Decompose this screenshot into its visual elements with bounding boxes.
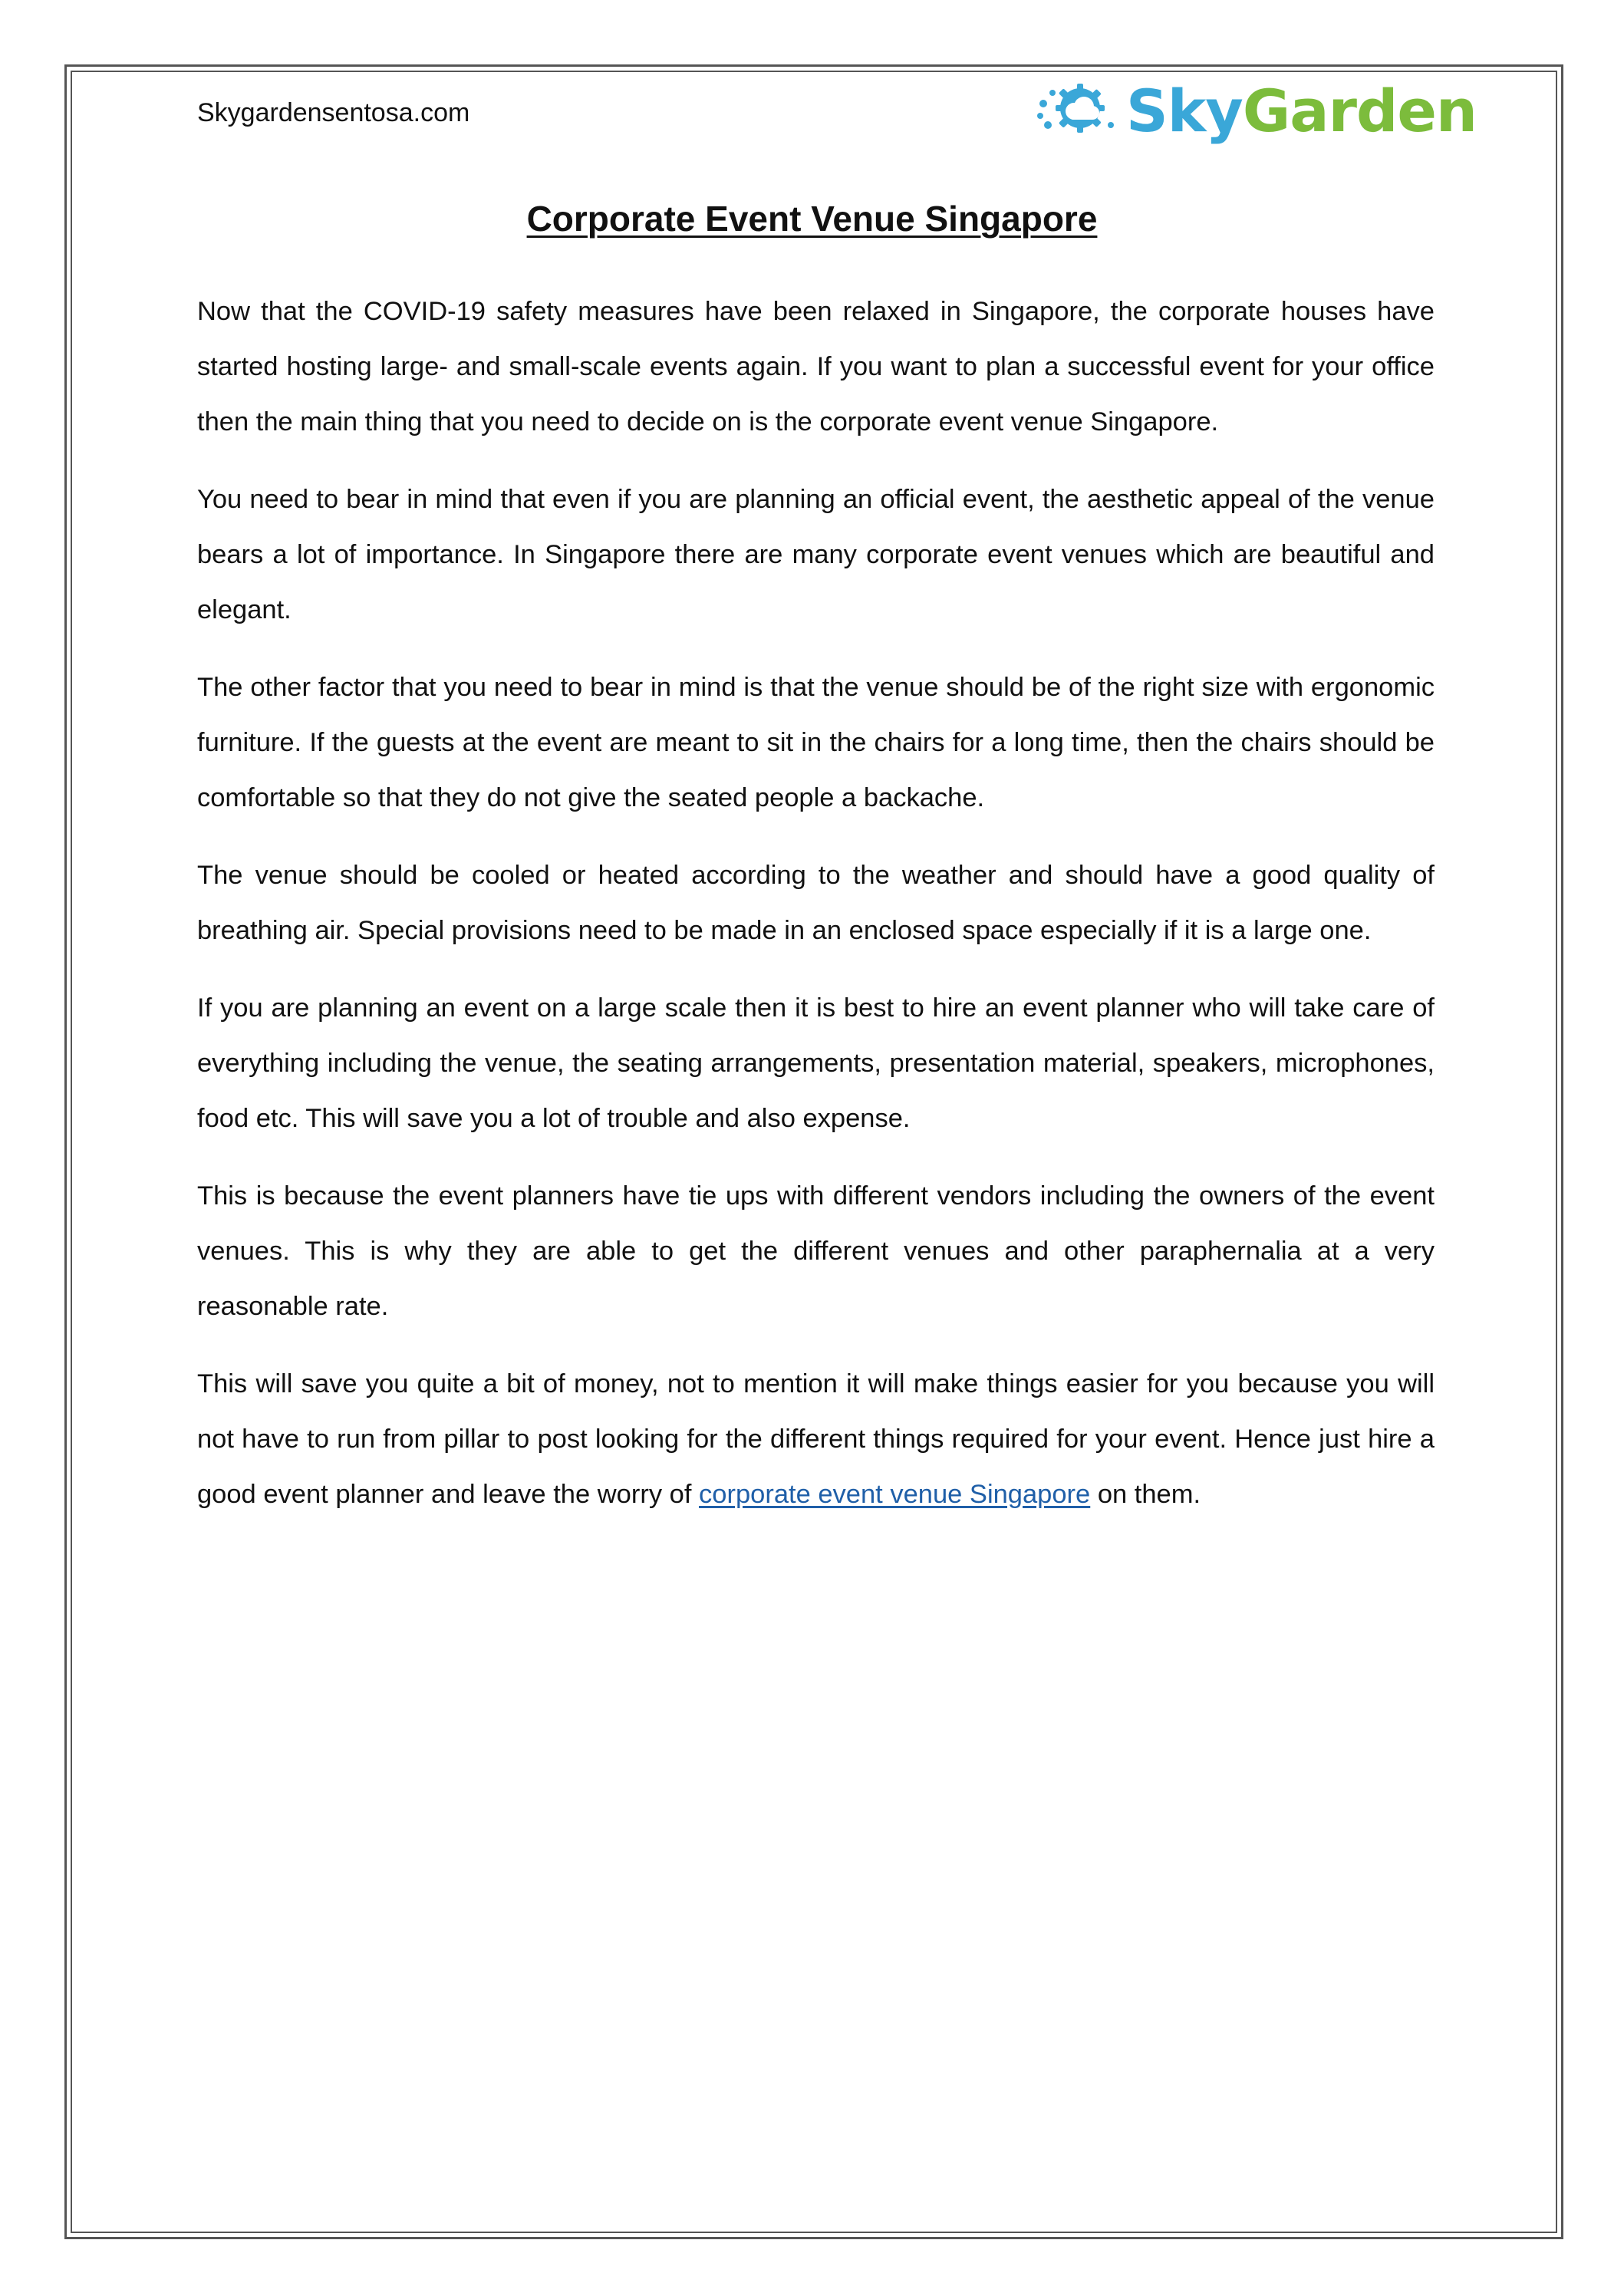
logo-text [1126,77,1477,145]
skygarden-logo [1036,77,1477,146]
site-url: Skygardensentosa.com [197,98,470,127]
paragraph-5: If you are planning an event on a large scale then it is best to hire an event planner who will take care of everything including the venue, the seating arrangements, presentation material, speakers, microphones, food etc. This will save you a lot of trouble and also expense. [197,993,1435,1133]
paragraph-6: This is because the event planners have tie ups with different vendors including the owners of the event venues. This is why they are able to get the different venues and other paraphernalia at a very reasonable rate. [197,1181,1435,1321]
paragraph-7 [197,1356,1435,1522]
paragraph-3: The other factor that you need to bear in mind is that the venue should be of the right size with ergonomic furniture. If the guests at the event are meant to sit in the chairs for a long time, then the chairs should be comfortable so that they do not give the seated people a backache. [197,673,1435,812]
paragraph-7-text-after-link: on them. [1090,1480,1201,1509]
paragraph-2: You need to bear in mind that even if you are planning an official event, the aesthetic appeal of the venue bears a lot of importance. In Singapore there are many corporate event venues which are beautiful and elegant. [197,485,1435,624]
document-title: Corporate Event Venue Singapore [526,199,1098,239]
cloud-gear-icon [1036,81,1120,142]
corporate-event-venue-link[interactable]: corporate event venue Singapore [699,1480,1091,1509]
paragraph-4: The venue should be cooled or heated according to the weather and should have a good quality of breathing air. Special provisions need to be made in an enclosed space especially if it is a large one. [197,861,1435,945]
paragraph-7-text-before-link: This will save you quite a bit of money, not to mention it will make things easier for you because you will not have to run from pillar to post looking for the different things required for your event. Hence just hire a good event planner and leave the worry of [197,1369,1435,1509]
document-body [197,284,1435,1544]
logo-text-garden: Garden [1242,77,1477,145]
paragraph-1: Now that the COVID-19 safety measures have been relaxed in Singapore, the corporate houses have started hosting large- and small-scale events again. If you want to plan a successful event for your office then the main thing that you need to decide on is the corporate event venue Singapore. [197,297,1435,436]
logo-text-sky: Sky [1126,77,1243,145]
